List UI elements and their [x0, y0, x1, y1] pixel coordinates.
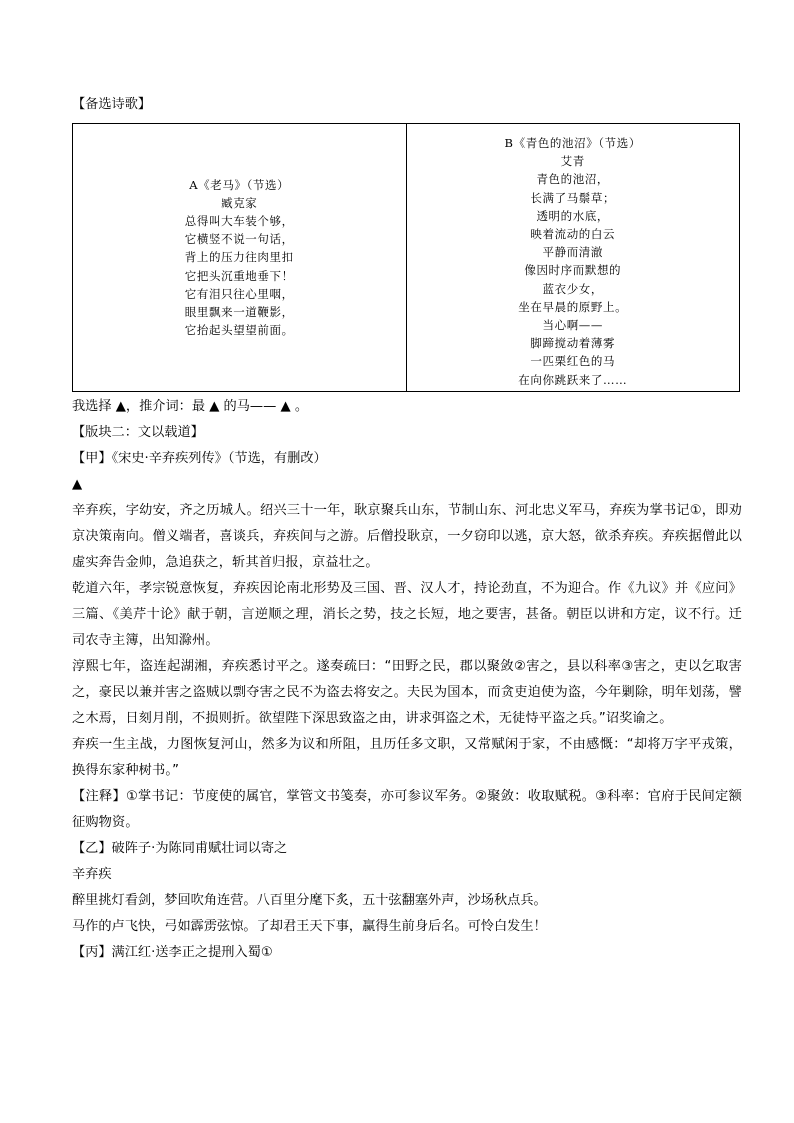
poem-b-line: 透明的水底， — [536, 208, 610, 223]
poem-a-line: 它横竖不说一句话， — [184, 232, 294, 247]
bing-title: 【丙】满江红·送李正之提刑入蜀① — [72, 945, 273, 960]
poem-a-author: 臧克家 — [221, 195, 258, 210]
poem-b-line: 一匹栗红色的马 — [530, 354, 616, 369]
yi-line: 马作的卢飞快，弓如霹雳弦惊。了却君王天下事，赢得生前身后名。可怜白发生！ — [72, 919, 547, 934]
poem-b-cell — [407, 124, 740, 391]
poem-table — [72, 123, 740, 392]
jia-paragraph: 淳熙七年，盗连起湖湘，弃疾悉讨平之。遂奏疏曰：“田野之民，郡以聚敛②害之，县以科率③害之，吏以乞取害之，豪民以兼并害之盗贼以剽夺害之民不为盗去将安之。夫民为国本，而贪吏迫使为盗，今年剿除，明年划荡，譬之木焉，日刻月削，不损则折。欲望陛下深思致盗之由，讲求弭盗之术，无徒恃平盗之兵。”诏奖谕之。 — [72, 659, 742, 726]
poem-b-line: 坐在早晨的原野上。 — [518, 299, 628, 314]
yi-author: 辛弃疾 — [72, 867, 112, 882]
poem-b-line: 像因时序而默想的 — [524, 263, 622, 278]
poem-b-title: B《青色的池沼》（节选） — [504, 136, 641, 150]
notes-paragraph: 【注释】①掌书记：节度使的属官，掌管文书笺奏，亦可参议军务。②聚敛：收取赋税。③科率：官府于民间定额征购物资。 — [72, 789, 742, 830]
poem-b-line: 脚蹄搅动着薄雾 — [530, 336, 616, 351]
poem-b-line: 青色的池沼， — [536, 172, 610, 187]
poem-b-line: 长满了马鬃草； — [530, 190, 616, 205]
section-two-heading: 【版块二：文以载道】 — [72, 425, 204, 440]
yi-line: 醉里挑灯看剑，梦回吹角连营。八百里分麾下炙，五十弦翻塞外声，沙场秋点兵。 — [72, 893, 547, 908]
poem-a-title: A《老马》（节选） — [189, 177, 290, 192]
document-page — [72, 92, 742, 966]
jia-paragraph: 辛弃疾，字幼安，齐之历城人。绍兴三十一年，耿京聚兵山东，节制山东、河北忠义军马，弃疾为掌书记①，即劝京决策南向。僧义端者，喜谈兵，弃疾间与之游。后僧投耿京，一夕窃印以逃，京大怒，欲杀弃疾。弃疾据僧此以虚实奔告金帅，急追获之，斩其首归报，京益壮之。 — [72, 503, 742, 570]
section-backup-poems-heading: 【备选诗歌】 — [72, 97, 152, 112]
poem-a-line: 眼里飘来一道鞭影， — [184, 305, 294, 319]
poem-a-cell — [73, 124, 407, 391]
choice-line: 我选择 ▲，推介词：最 ▲ 的马—— ▲ 。 — [72, 399, 309, 414]
yi-title: 【乙】破阵子·为陈同甫赋壮词以寄之 — [72, 841, 288, 856]
poem-b-line: 平静而清澈 — [542, 245, 603, 260]
poem-a-line: 它有泪只往心里咽， — [184, 286, 294, 301]
answer-triangle: ▲ — [72, 477, 83, 492]
poem-b-line: 当心啊—— — [542, 318, 603, 333]
poem-a-line: 总得叫大车装个够， — [184, 213, 294, 228]
poem-b-author: 艾青 — [560, 154, 585, 169]
poem-a-line: 背上的压力往肉里扣 — [184, 250, 294, 265]
jia-paragraph: 乾道六年，孝宗锐意恢复，弃疾因论南北形势及三国、晋、汉人才，持论劲直，不为迎合。作《九议》并《应问》三篇、《美芹十论》献于朝，言逆顺之理，消长之势，技之长短，地之要害，甚备。朝臣以讲和方定，议不行。迁司农寺主簿，出知滁州。 — [72, 581, 742, 648]
jia-title: 【甲】《宋史·辛弃疾列传》（节选，有删改） — [72, 451, 327, 466]
poem-b-line: 映着流动的白云 — [530, 227, 616, 242]
poem-a-line: 它把头沉重地垂下！ — [184, 268, 294, 283]
poem-b-line: 在向你跳跃来了…… — [518, 372, 628, 387]
poem-b-line: 蓝衣少女， — [542, 281, 603, 296]
jia-paragraph: 弃疾一生主战，力图恢复河山，然多为议和所阻，且历任多文职，又常赋闲于家，不由感慨：“却将万字平戎策，换得东家种树书。” — [72, 737, 742, 778]
poem-a-line: 它抬起头望望前面。 — [184, 323, 294, 338]
